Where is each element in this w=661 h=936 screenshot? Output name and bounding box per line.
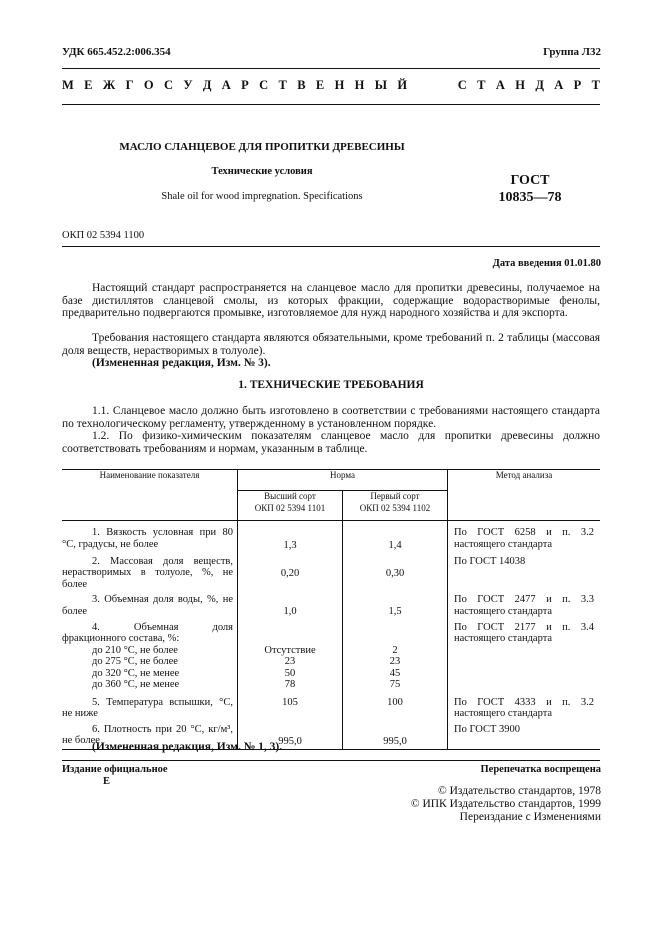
udk-code: УДК 665.452.2:006.354 — [62, 46, 171, 58]
subrow-top-value: 50 — [238, 668, 343, 680]
heading-letter: Е — [315, 78, 325, 92]
top-grade-label: Высший сорт — [264, 491, 316, 501]
table-row — [62, 552, 600, 591]
row-first-value: 995,0 — [343, 720, 448, 750]
interstate-standard-heading — [62, 78, 600, 93]
heading-letter: Й — [397, 78, 408, 92]
footer-rule — [62, 760, 600, 761]
row-name: 6. Плотность при 20 °С, кг/м³, не более — [62, 720, 238, 750]
heading-letter: М — [62, 78, 74, 92]
subrow-name: до 275 °С, не более — [62, 656, 238, 668]
intro-amendment: (Измененная редакция, Изм. № 3). — [92, 357, 271, 369]
first-grade-okp: ОКП 02 5394 1102 — [359, 502, 431, 513]
row-method: По ГОСТ 2177 и п. 3.4 настоящего стандарта — [454, 621, 594, 644]
heading-letter: Ж — [102, 78, 116, 92]
row-top-value: 1,3 — [238, 521, 343, 552]
heading-letter: С — [259, 78, 269, 92]
okp-code: ОКП 02 5394 1100 — [62, 230, 145, 241]
document-title: МАСЛО СЛАНЦЕВОЕ ДЛЯ ПРОПИТКИ ДРЕВЕСИНЫ — [119, 141, 405, 153]
subrow-first-value: 75 — [343, 679, 448, 691]
intro-paragraph-2: Требования настоящего стандарта являются обязательными, кроме требований п. 2 таблицы (массовая доля веществ, нерастворимых в толуоле). — [62, 332, 600, 357]
group-code: Группа Л32 — [543, 46, 601, 58]
col-header-top-grade — [238, 491, 343, 521]
heading-letter: У — [183, 78, 193, 92]
table-subrow — [62, 645, 600, 657]
row-method: По ГОСТ 3900 — [448, 720, 601, 750]
reprint-notice: Перепечатка воспрещена — [480, 764, 601, 775]
table-subrow — [62, 656, 600, 668]
okp-rule — [62, 246, 600, 247]
copyright-1999: © ИПК Издательство стандартов, 1999 — [410, 798, 601, 810]
row-top-value: 995,0 — [238, 720, 343, 750]
edition-letter: Е — [103, 776, 111, 787]
row-name: 3. Объемная доля воды, %, не более — [62, 590, 238, 618]
intro-paragraph-1: Настоящий стандарт распространяется на сланцевое масло для пропитки древесины, получаемое на базе дистиллятов сланцевой смолы, из которых фракции, содержащие водорастворимые фенолы, предварительно подвергаются промывке, изготовляемое для нужд народного хозяйства и для экспорта. — [62, 282, 600, 319]
heading-letter: В — [297, 78, 306, 92]
table-row — [62, 521, 600, 552]
row-name: 4. Объемная доля фракционного состава, %: — [62, 618, 238, 645]
section-1-paragraph-2: 1.2. По физико-химическим показателям сланцевое масло для пропитки древесины должно соответствовать требованиям и нормам, указанным в таблице. — [62, 430, 600, 455]
subrow-first-value: 23 — [343, 656, 448, 668]
heading-letter: О — [143, 78, 154, 92]
table-row — [62, 590, 600, 618]
heading-letter: Д — [535, 78, 544, 92]
top-rule — [62, 68, 600, 69]
heading-letter: Н — [354, 78, 365, 92]
row-first-value: 0,30 — [343, 552, 448, 591]
heading-letter: Т — [477, 78, 486, 92]
heading-letter: Е — [84, 78, 93, 92]
heading-letter: Т — [591, 78, 600, 92]
row-name: 5. Температура вспышки, °С, не ниже — [62, 691, 238, 720]
subrow-top-value: 23 — [238, 656, 343, 668]
gost-label: ГОСТ — [510, 173, 550, 188]
heading-letter: Т — [278, 78, 287, 92]
heading-letter: Ы — [374, 78, 388, 92]
heading-letter: Д — [202, 78, 212, 92]
row-method: По ГОСТ 6258 и п. 3.2 настоящего стандарта — [454, 527, 594, 550]
heading-rule — [62, 104, 600, 105]
english-title: Shale oil for wood impregnation. Specifications — [161, 191, 363, 202]
heading-letter: Р — [573, 78, 582, 92]
col-header-norm: Норма — [238, 470, 448, 491]
table-amendment: (Измененная редакция, Изм. № 1, 3). — [92, 741, 283, 753]
heading-letter: А — [221, 78, 231, 92]
reissue-note: Переиздание с Изменениями — [459, 811, 601, 823]
row-top-value: 0,20 — [238, 552, 343, 591]
gost-number: 10835—78 — [498, 190, 562, 205]
date-label: Дата введения — [492, 258, 562, 269]
row-name: 2. Массовая доля веществ, нерастворимых в толуоле, %, не более — [62, 552, 238, 591]
row-method: По ГОСТ 2477 и п. 3.3 настоящего стандарта — [454, 594, 594, 617]
subrow-name: до 360 °С, не менее — [62, 679, 238, 691]
document-subtitle: Технические условия — [211, 166, 313, 177]
col-header-method: Метод анализа — [448, 470, 601, 521]
col-header-name: Наименование показателя — [62, 470, 238, 521]
row-method: По ГОСТ 14038 — [454, 555, 526, 567]
heading-letter: С — [163, 78, 173, 92]
section-1-paragraph-1: 1.1. Сланцевое масло должно быть изготовлено в соответствии с требованиями настоящего стандарта по технологическому регламенту, утвержденному в установленном порядке. — [62, 405, 600, 430]
first-grade-label: Первый сорт — [370, 491, 420, 501]
heading-letter: Н — [334, 78, 345, 92]
specification-table — [62, 469, 600, 750]
copyright-1978: © Издательство стандартов, 1978 — [437, 785, 601, 797]
table-subrow — [62, 668, 600, 680]
section-1-title: 1. ТЕХНИЧЕСКИЕ ТРЕБОВАНИЯ — [238, 379, 424, 391]
top-grade-okp: ОКП 02 5394 1101 — [254, 502, 326, 513]
table-row — [62, 691, 600, 720]
date-value: 01.01.80 — [564, 258, 601, 269]
row-name: 1. Вязкость условная при 80 °С, градусы, не более — [62, 521, 238, 552]
row-top-value: 1,0 — [238, 590, 343, 618]
effective-date — [493, 258, 601, 269]
heading-letter: С — [457, 78, 467, 92]
subrow-first-value: 45 — [343, 668, 448, 680]
table-subrow — [62, 679, 600, 691]
row-first-value: 1,4 — [343, 521, 448, 552]
subrow-top-value: 78 — [238, 679, 343, 691]
gost-designation — [480, 172, 580, 206]
heading-letter: Г — [125, 78, 134, 92]
row-first-value: 1,5 — [343, 590, 448, 618]
heading-letter: А — [495, 78, 505, 92]
subrow-name: до 210 °С, не более — [62, 645, 238, 657]
col-header-first-grade — [343, 491, 448, 521]
heading-letter: А — [554, 78, 564, 92]
table-row — [62, 618, 600, 645]
subrow-name: до 320 °С, не менее — [62, 668, 238, 680]
heading-letter: Р — [241, 78, 249, 92]
row-method: По ГОСТ 4333 и п. 3.2 настоящего стандарта — [454, 696, 594, 719]
official-edition: Издание официальное — [62, 764, 168, 775]
subrow-first-value: 2 — [343, 645, 448, 657]
word-gap — [417, 78, 447, 93]
heading-letter: Н — [515, 78, 525, 92]
row-first-value: 100 — [343, 691, 448, 720]
subrow-top-value: Отсутствие — [238, 645, 343, 657]
row-top-value: 105 — [238, 691, 343, 720]
